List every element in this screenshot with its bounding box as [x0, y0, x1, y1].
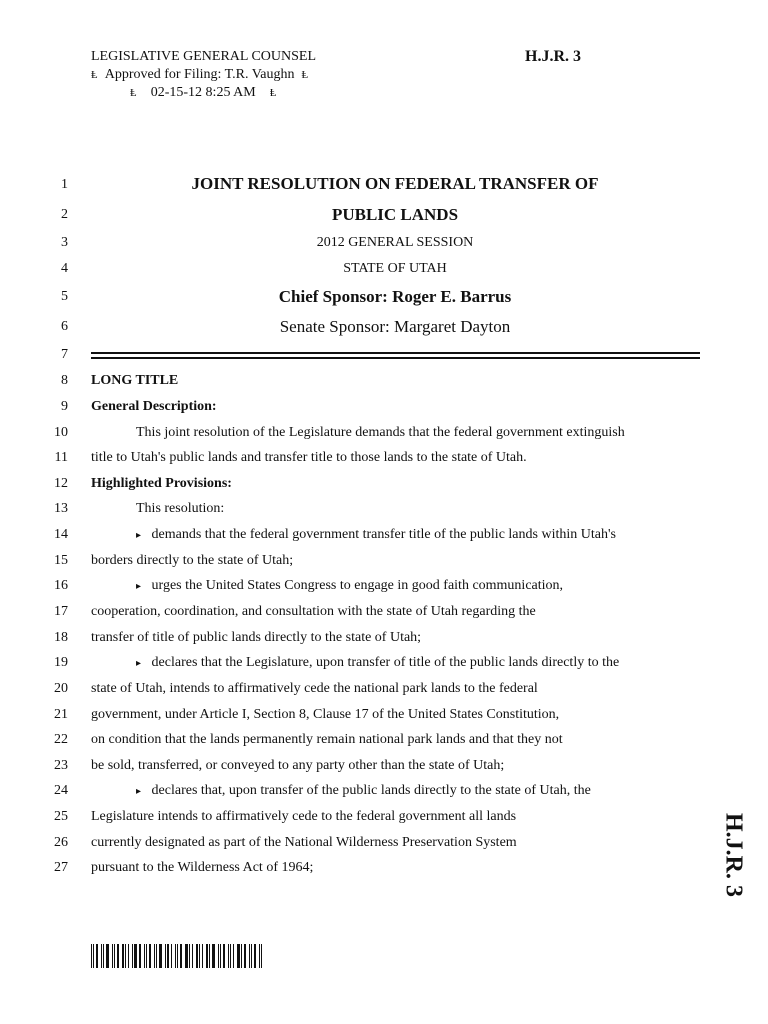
long-title-heading: LONG TITLE	[91, 373, 179, 388]
body-line: be sold, transferred, or conveyed to any party other than the state of Utah;	[91, 758, 505, 773]
line-number: 7	[61, 347, 68, 362]
body-line: demands that the federal government transfer title of the public lands within Utah's	[151, 527, 616, 542]
body-line: This resolution:	[136, 501, 225, 516]
highlighted-provisions-heading: Highlighted Provisions:	[91, 476, 232, 491]
approval-mark-icon: Ⱡ	[301, 69, 309, 81]
approval-date: 02-15-12 8:25 AM	[150, 85, 256, 100]
body-line: declares that the Legislature, upon transfer of title of the public lands directly to the	[151, 655, 620, 670]
line-number: 3	[61, 235, 68, 250]
line-number: 15	[54, 553, 68, 568]
bill-number: H.J.R. 3	[525, 48, 581, 65]
line-number: 11	[54, 450, 68, 465]
general-description-heading: General Description:	[91, 399, 217, 414]
line-number: 6	[61, 319, 68, 334]
approval-line	[91, 66, 308, 84]
line-number: 18	[54, 630, 68, 645]
line-number: 24	[54, 783, 68, 798]
body-line: pursuant to the Wilderness Act of 1964;	[91, 860, 314, 875]
approval-mark-icon: Ⱡ	[130, 87, 137, 99]
line-number: 5	[61, 289, 68, 304]
body-line: currently designated as part of the National Wilderness Preservation System	[91, 835, 517, 850]
line-number: 19	[54, 655, 68, 670]
office-name: LEGISLATIVE GENERAL COUNSEL	[91, 49, 317, 64]
resolution-title-line-2: PUBLIC LANDS	[331, 205, 459, 224]
line-number: 21	[54, 707, 68, 722]
line-number: 22	[54, 732, 68, 747]
state: STATE OF UTAH	[343, 261, 447, 276]
chief-sponsor: Chief Sponsor: Roger E. Barrus	[278, 287, 512, 306]
line-number: 14	[54, 527, 68, 542]
body-line: declares that, upon transfer of the public lands directly to the state of Utah, the	[151, 783, 591, 798]
line-number: 23	[54, 758, 68, 773]
body-line: transfer of title of public lands directly to the state of Utah;	[91, 630, 422, 645]
line-number: 4	[61, 261, 68, 276]
side-bill-number: H.J.R. 3	[720, 813, 747, 897]
bullet-item	[136, 578, 563, 594]
line-number: 27	[54, 860, 68, 875]
body-line: state of Utah, intends to affirmatively cede the national park lands to the federal	[91, 681, 538, 696]
line-number: 1	[61, 177, 68, 192]
line-number: 16	[54, 578, 68, 593]
bullet-icon: ▸	[136, 786, 142, 797]
bullet-icon: ▸	[136, 530, 142, 541]
approval-text: Approved for Filing: T.R. Vaughn	[104, 67, 295, 82]
line-number: 10	[54, 425, 68, 440]
body-line: urges the United States Congress to engage in good faith communication,	[151, 578, 564, 593]
barcode-icon	[91, 944, 264, 968]
line-number: 9	[61, 399, 68, 414]
line-number: 8	[61, 373, 68, 388]
body-line: cooperation, coordination, and consultation with the state of Utah regarding the	[91, 604, 536, 619]
line-number: 25	[54, 809, 68, 824]
line-number: 2	[61, 207, 68, 222]
approval-mark-icon: Ⱡ	[91, 69, 98, 81]
line-number: 20	[54, 681, 68, 696]
bullet-item	[136, 527, 616, 543]
bullet-item	[136, 783, 591, 799]
body-line: borders directly to the state of Utah;	[91, 553, 294, 568]
session: 2012 GENERAL SESSION	[316, 235, 474, 250]
line-number: 13	[54, 501, 68, 516]
double-rule-bottom	[91, 357, 700, 359]
body-line: on condition that the lands permanently remain national park lands and that they not	[91, 732, 563, 747]
bullet-icon: ▸	[136, 581, 142, 592]
body-line: This joint resolution of the Legislature demands that the federal government extinguish	[136, 425, 625, 440]
body-line: title to Utah's public lands and transfer title to those lands to the state of Utah.	[91, 450, 527, 465]
resolution-title-line-1: JOINT RESOLUTION ON FEDERAL TRANSFER OF	[191, 174, 599, 193]
line-number: 26	[54, 835, 68, 850]
body-line: Legislature intends to affirmatively cede to the federal government all lands	[91, 809, 517, 824]
bullet-icon: ▸	[136, 658, 142, 669]
line-number: 17	[54, 604, 68, 619]
approval-date-line	[130, 84, 276, 102]
approval-mark-icon: Ⱡ	[269, 87, 277, 99]
senate-sponsor: Senate Sponsor: Margaret Dayton	[279, 317, 511, 336]
double-rule-top	[91, 352, 700, 354]
line-number: 12	[54, 476, 68, 491]
body-line: government, under Article I, Section 8, Clause 17 of the United States Constitution,	[91, 707, 560, 722]
bullet-item	[136, 655, 619, 671]
